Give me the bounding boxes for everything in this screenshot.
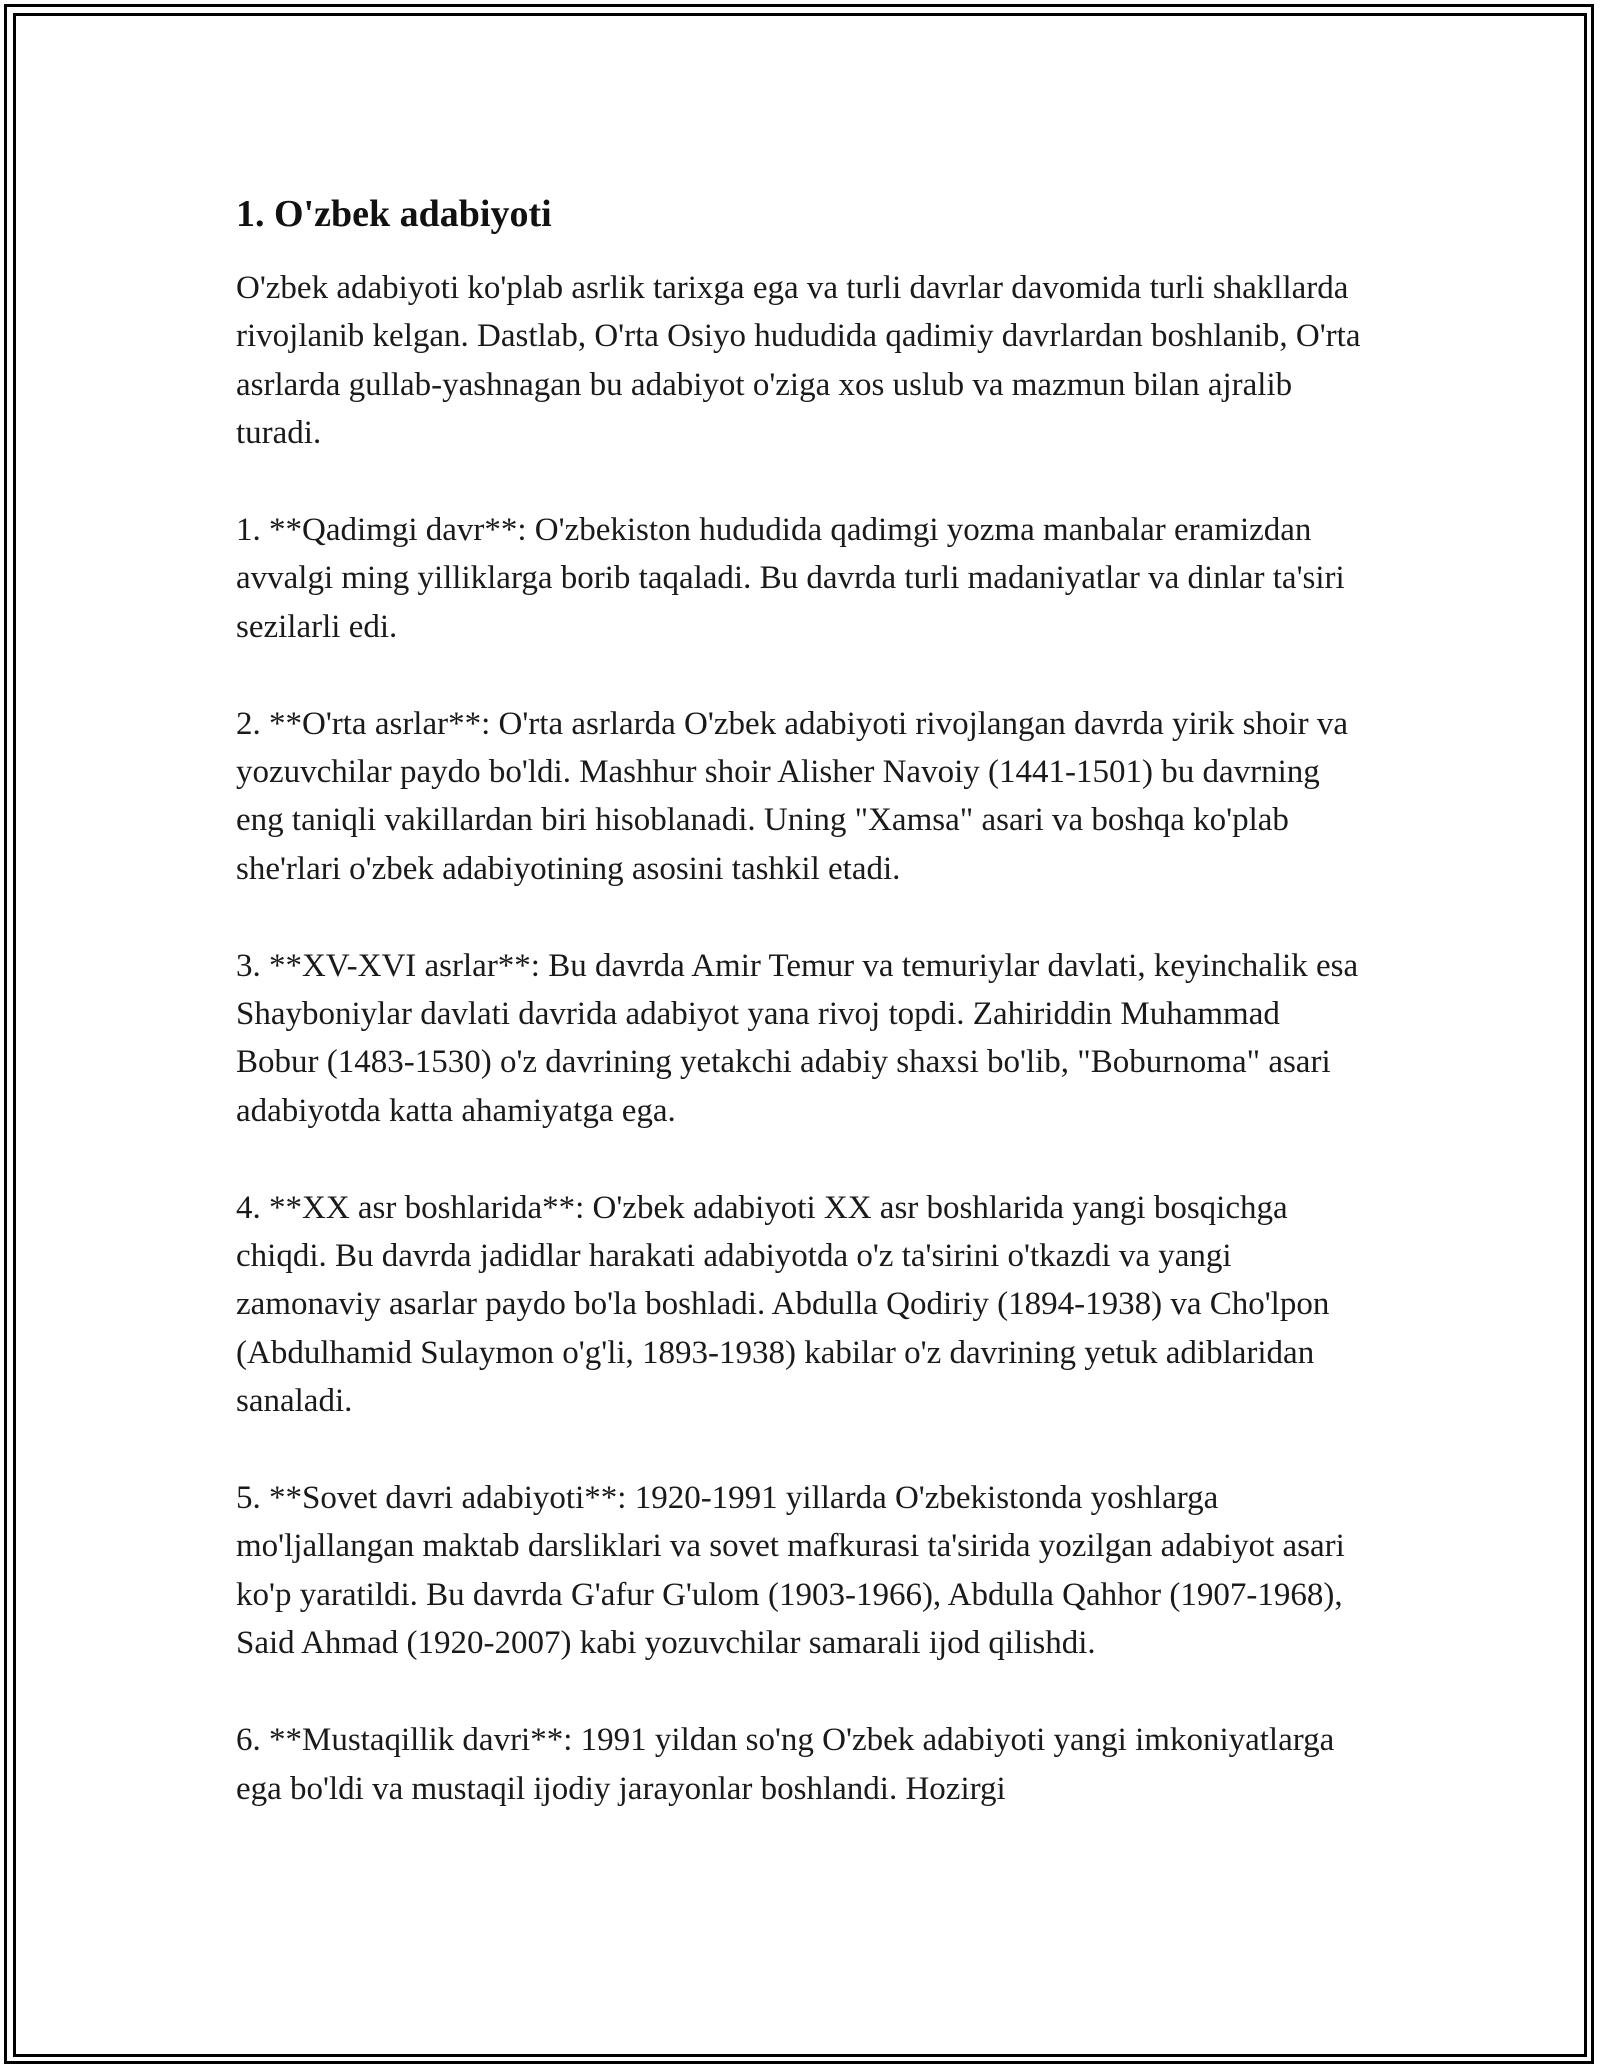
- paragraph-xv-xvi-asrlar: 3. **XV-XVI asrlar**: Bu davrda Amir Temur va temuriylar davlati, keyinchalik esa Shayboniylar davlati davrida adabiyot yana rivoj topdi. Zahiriddin Muhammad Bobur (1483-1530) o'z davrining yetakchi adabiy shaxsi bo'lib, "Boburnoma" asari adabiyotda katta ahamiyatga ega.: [236, 947, 1359, 1129]
- section-heading: 1. O'zbek adabiyoti: [236, 193, 552, 235]
- paragraph-mustaqillik-davri: 6. **Mustaqillik davri**: 1991 yildan so'ng O'zbek adabiyoti yangi imkoniyatlarga ega bo'ldi va mustaqil ijodiy jarayonlar boshlandi. Hozirgi: [236, 1722, 1335, 1807]
- paragraph-sovet-davri: 5. **Sovet davri adabiyoti**: 1920-1991 yillarda O'zbekistonda yoshlarga mo'ljallangan maktab darsliklari va sovet mafkurasi ta'sirida yozilgan adabiyot asari ko'p yaratildi. Bu davrda G'afur G'ulom (1903-1966), Abdulla Qahhor (1907-1968), Said Ahmad (1920-2007) kabi yozuvchilar samarali ijod qilishdi.: [236, 1480, 1345, 1662]
- document-body: [236, 186, 1366, 1861]
- paragraph-qadimgi-davr: 1. **Qadimgi davr**: O'zbekiston hududida qadimgi yozma manbalar eramizdan avvalgi ming yilliklarga borib taqaladi. Bu davrda turli madaniyatlar va dinlar ta'siri sezilarli edi.: [236, 512, 1345, 645]
- paragraph-xx-asr: 4. **XX asr boshlarida**: O'zbek adabiyoti XX asr boshlarida yangi bosqichga chiqdi. Bu davrda jadidlar harakati adabiyotda o'z ta'sirini o'tkazdi va yangi zamonaviy asarlar paydo bo'la boshladi. Abdulla Qodiriy (1894-1938) va Cho'lpon (Abdulhamid Sulaymon o'g'li, 1893-1938) kabilar o'z davrining yetuk adiblaridan sanaladi.: [236, 1189, 1330, 1420]
- paragraph-orta-asrlar: 2. **O'rta asrlar**: O'rta asrlarda O'zbek adabiyoti rivojlangan davrda yirik shoir va yozuvchilar paydo bo'ldi. Mashhur shoir Alisher Navoiy (1441-1501) bu davrning eng taniqli vakillardan biri hisoblanadi. Uning "Xamsa" asari va boshqa ko'plab she'rlari o'zbek adabiyotining asosini tashkil etadi.: [236, 705, 1348, 887]
- intro-paragraph: O'zbek adabiyoti ko'plab asrlik tarixga ega va turli davrlar davomida turli shakllarda rivojlanib kelgan. Dastlab, O'rta Osiyo hududida qadimiy davrlardan boshlanib, O'rta asrlarda gullab-yashnagan bu adabiyot o'ziga xos uslub va mazmun bilan ajralib turadi.: [236, 270, 1361, 452]
